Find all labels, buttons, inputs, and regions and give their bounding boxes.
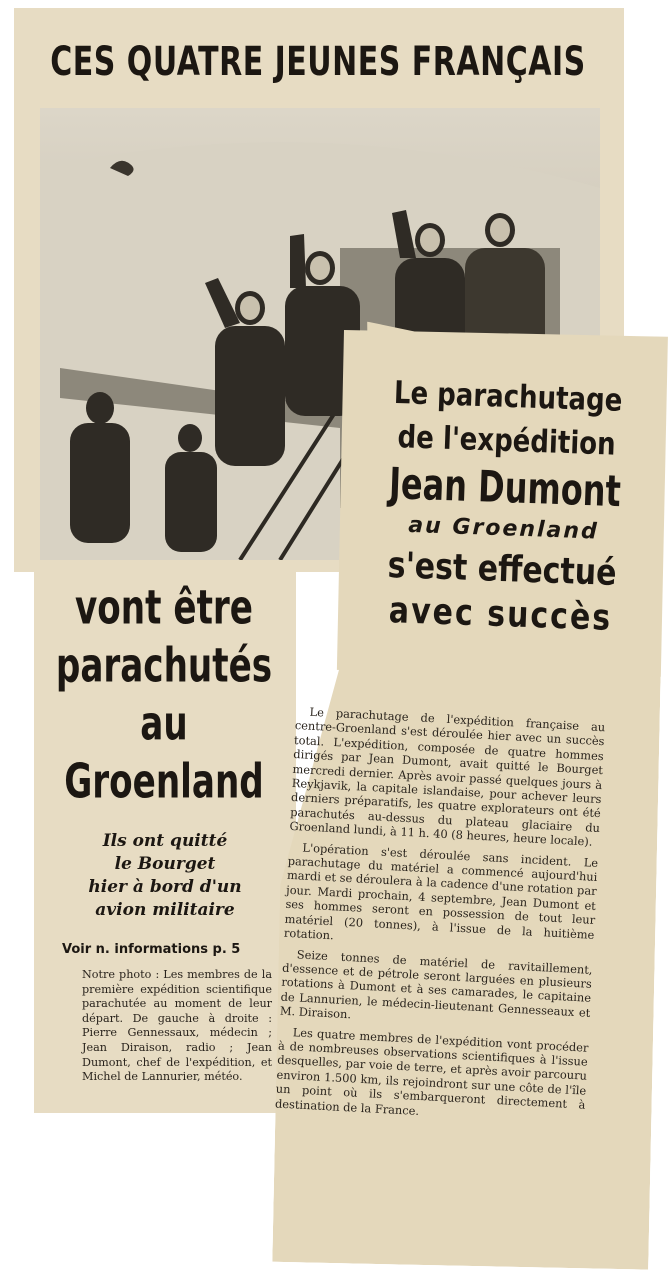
lead-line: parachutés	[55, 637, 273, 693]
lead-line: Groenland	[64, 753, 264, 809]
title-line: Le parachutage	[393, 375, 623, 420]
lead-line: au	[140, 695, 188, 751]
article-paragraph: L'opération s'est déroulée sans incident. Le parachutage du matériel a commencé aujourd'hui mardi et se déroulera à la cadence d'une rotation par jour. Mardi prochain, 4 septembre, Jean Dumont et ses hommes seront en possession de tout leur matériel (20 tonnes), à l'issue de la huitième rotation.	[283, 840, 599, 943]
subhead-line: avion militaire	[95, 900, 235, 920]
article-title	[347, 370, 662, 643]
see-also-reference: Voir n. informations p. 5	[62, 942, 241, 957]
article-paragraph: Le parachutage de l'expédition française au centre-Groenland s'est déroulée hier avec un succès total. L'expédition, composée de quatre hommes dirigés par Jean Dumont, avait quitté le Bourget mercredi dernier. Après avoir passé quelques jours à Reykjavik, la capitale islandaise, pour achever leurs derniers préparatifs, les quatre explorateurs ont été parachutés au-dessus du plateau glaciaire du Groenland lundi, à 11 h. 40 (8 heures, heure locale).	[289, 704, 606, 849]
article-paragraph: Seize tonnes de matériel de ravitaillement, d'essence et de pétrole seront larguées en plusieurs rotations à Dumont et à ses camarades, le capitaine de Lannurien, le médecin-lieutenant Gennesseaux et M. Diraison.	[279, 946, 593, 1022]
article-paragraph: Les quatre membres de l'expédition vont procéder à de nombreuses observations scientifiques à l'issue desquelles, par voie de terre, et après avoir parcouru environ 1.500 km, ils rejoindront sur une côte de l'île un point où ils s'embarqueront directement à destination de la France.	[274, 1024, 589, 1118]
title-line: au Groenland	[407, 512, 600, 545]
lead-line: vont être	[75, 579, 253, 635]
headline: CES QUATRE JEUNES FRANÇAIS	[50, 38, 586, 86]
title-line: s'est effectué	[387, 544, 618, 595]
title-line: de l'expédition	[397, 419, 617, 464]
title-line: avec succès	[388, 589, 613, 640]
subhead-line: Ils ont quitté	[102, 831, 228, 851]
subhead-line: hier à bord d'un	[88, 877, 242, 897]
article-body	[274, 704, 605, 1133]
subhead-line: le Bourget	[114, 854, 216, 874]
photo-caption: Notre photo : Les membres de la première expédition scientifique parachutée au moment de leur départ. De gauche à droite : Pierre Gennessaux, médecin ; Jean Diraison, radio ; Jean Dumont, chef de l'expédition, et Michel de Lannurier, météo.	[82, 968, 272, 1084]
subhead	[60, 830, 270, 922]
lead-title	[48, 578, 280, 810]
title-line: Jean Dumont	[388, 457, 622, 517]
